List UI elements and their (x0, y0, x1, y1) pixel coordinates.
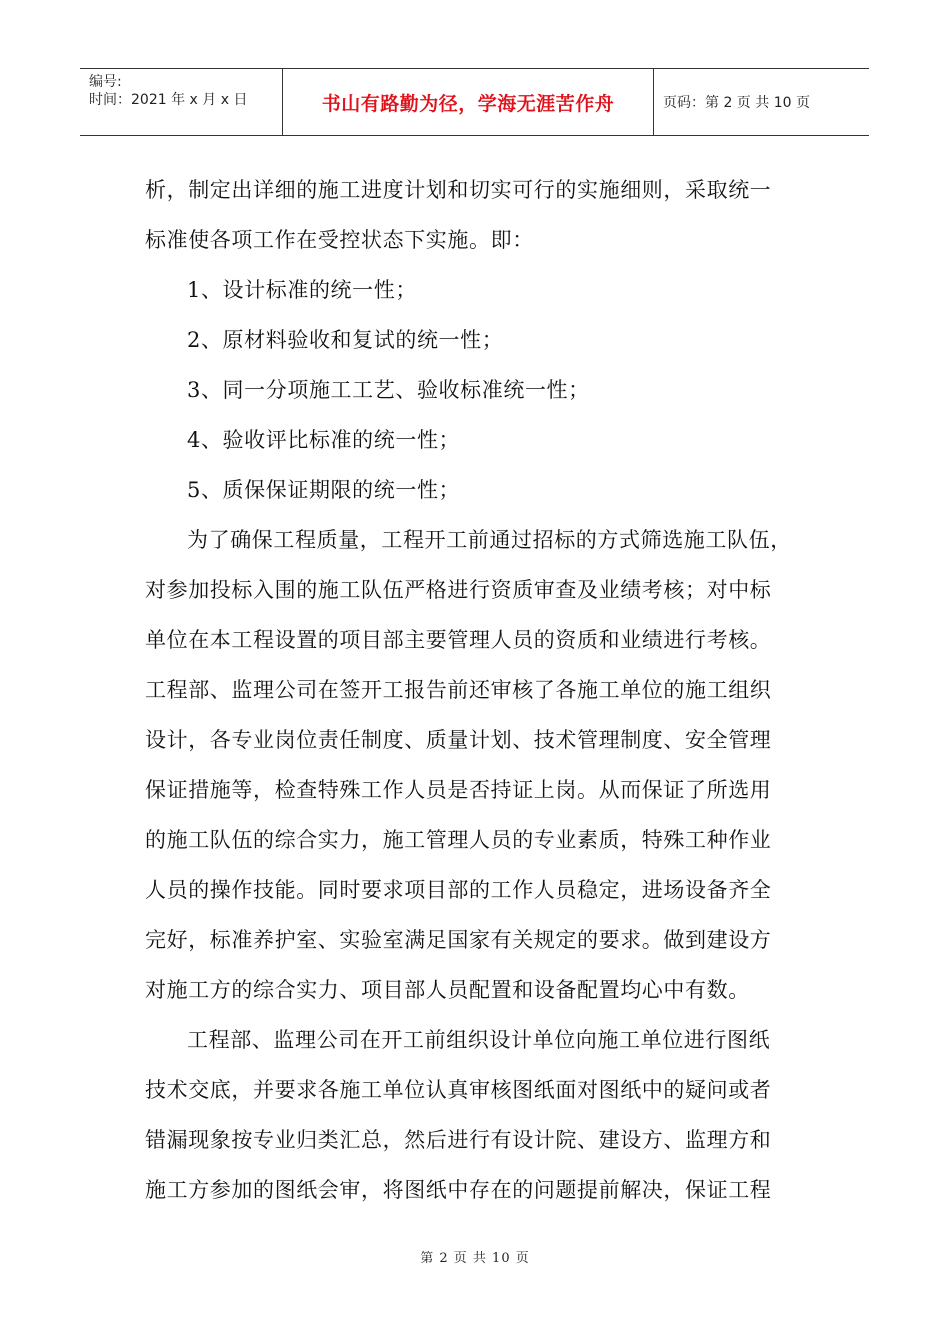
body-line: 人员的操作技能。同时要求项目部的工作人员稳定，进场设备齐全 (145, 878, 772, 902)
body-line: 技术交底，并要求各施工单位认真审核图纸面对图纸中的疑问或者 (145, 1078, 772, 1102)
body-line: 施工方参加的图纸会审，将图纸中存在的问题提前解决，保证工程 (145, 1178, 772, 1202)
list-item: 3、同一分项施工工艺、验收标准统一性； (187, 378, 590, 402)
body-line: 对参加投标入围的施工队伍严格进行资质审查及业绩考核；对中标 (145, 578, 772, 602)
list-item: 5、质保保证期限的统一性； (187, 478, 461, 502)
body-line: 对施工方的综合实力、项目部人员配置和设备配置均心中有数。 (145, 978, 750, 1002)
list-item: 1、设计标准的统一性； (187, 278, 417, 302)
paragraph-start: 工程部、监理公司在开工前组织设计单位向施工单位进行图纸 (187, 1028, 771, 1052)
body-line: 设计，各专业岗位责任制度、质量计划、技术管理制度、安全管理 (145, 728, 772, 752)
number-label: 编号: (89, 74, 122, 90)
header-motto-cell (282, 69, 654, 135)
body-line: 保证措施等，检查特殊工作人员是否持证上岗。从而保证了所选用 (145, 778, 772, 802)
body-line: 完好，标准养护室、实验室满足国家有关规定的要求。做到建设方 (145, 928, 772, 952)
body-line: 错漏现象按专业归类汇总，然后进行有设计院、建设方、监理方和 (145, 1128, 772, 1152)
body-line: 的施工队伍的综合实力，施工管理人员的专业素质，特殊工种作业 (145, 828, 772, 852)
body-line: 单位在本工程设置的项目部主要管理人员的资质和业绩进行考核。 (145, 628, 772, 652)
document-body (145, 165, 810, 1215)
paragraph-start: 为了确保工程质量，工程开工前通过招标的方式筛选施工队伍， (187, 528, 792, 552)
header-meta (80, 69, 282, 135)
body-line: 工程部、监理公司在签开工报告前还审核了各施工单位的施工组织 (145, 678, 772, 702)
motto-text: 书山有路勤为径，学海无涯苦作舟 (321, 92, 615, 115)
list-item: 4、验收评比标准的统一性； (187, 428, 461, 452)
list-item: 2、原材料验收和复试的统一性； (187, 328, 504, 352)
document-header (80, 68, 869, 136)
page-footer: 第 2 页 共 10 页 (420, 1251, 530, 1266)
body-line: 析，制定出详细的施工进度计划和切实可行的实施细则，采取统一 (145, 178, 772, 202)
date-label: 时间：2021 年 x 月 x 日 (89, 92, 248, 108)
header-page-code: 页码：第 2 页 共 10 页 (663, 95, 810, 111)
body-line: 标准使各项工作在受控状态下实施。即： (145, 228, 534, 252)
